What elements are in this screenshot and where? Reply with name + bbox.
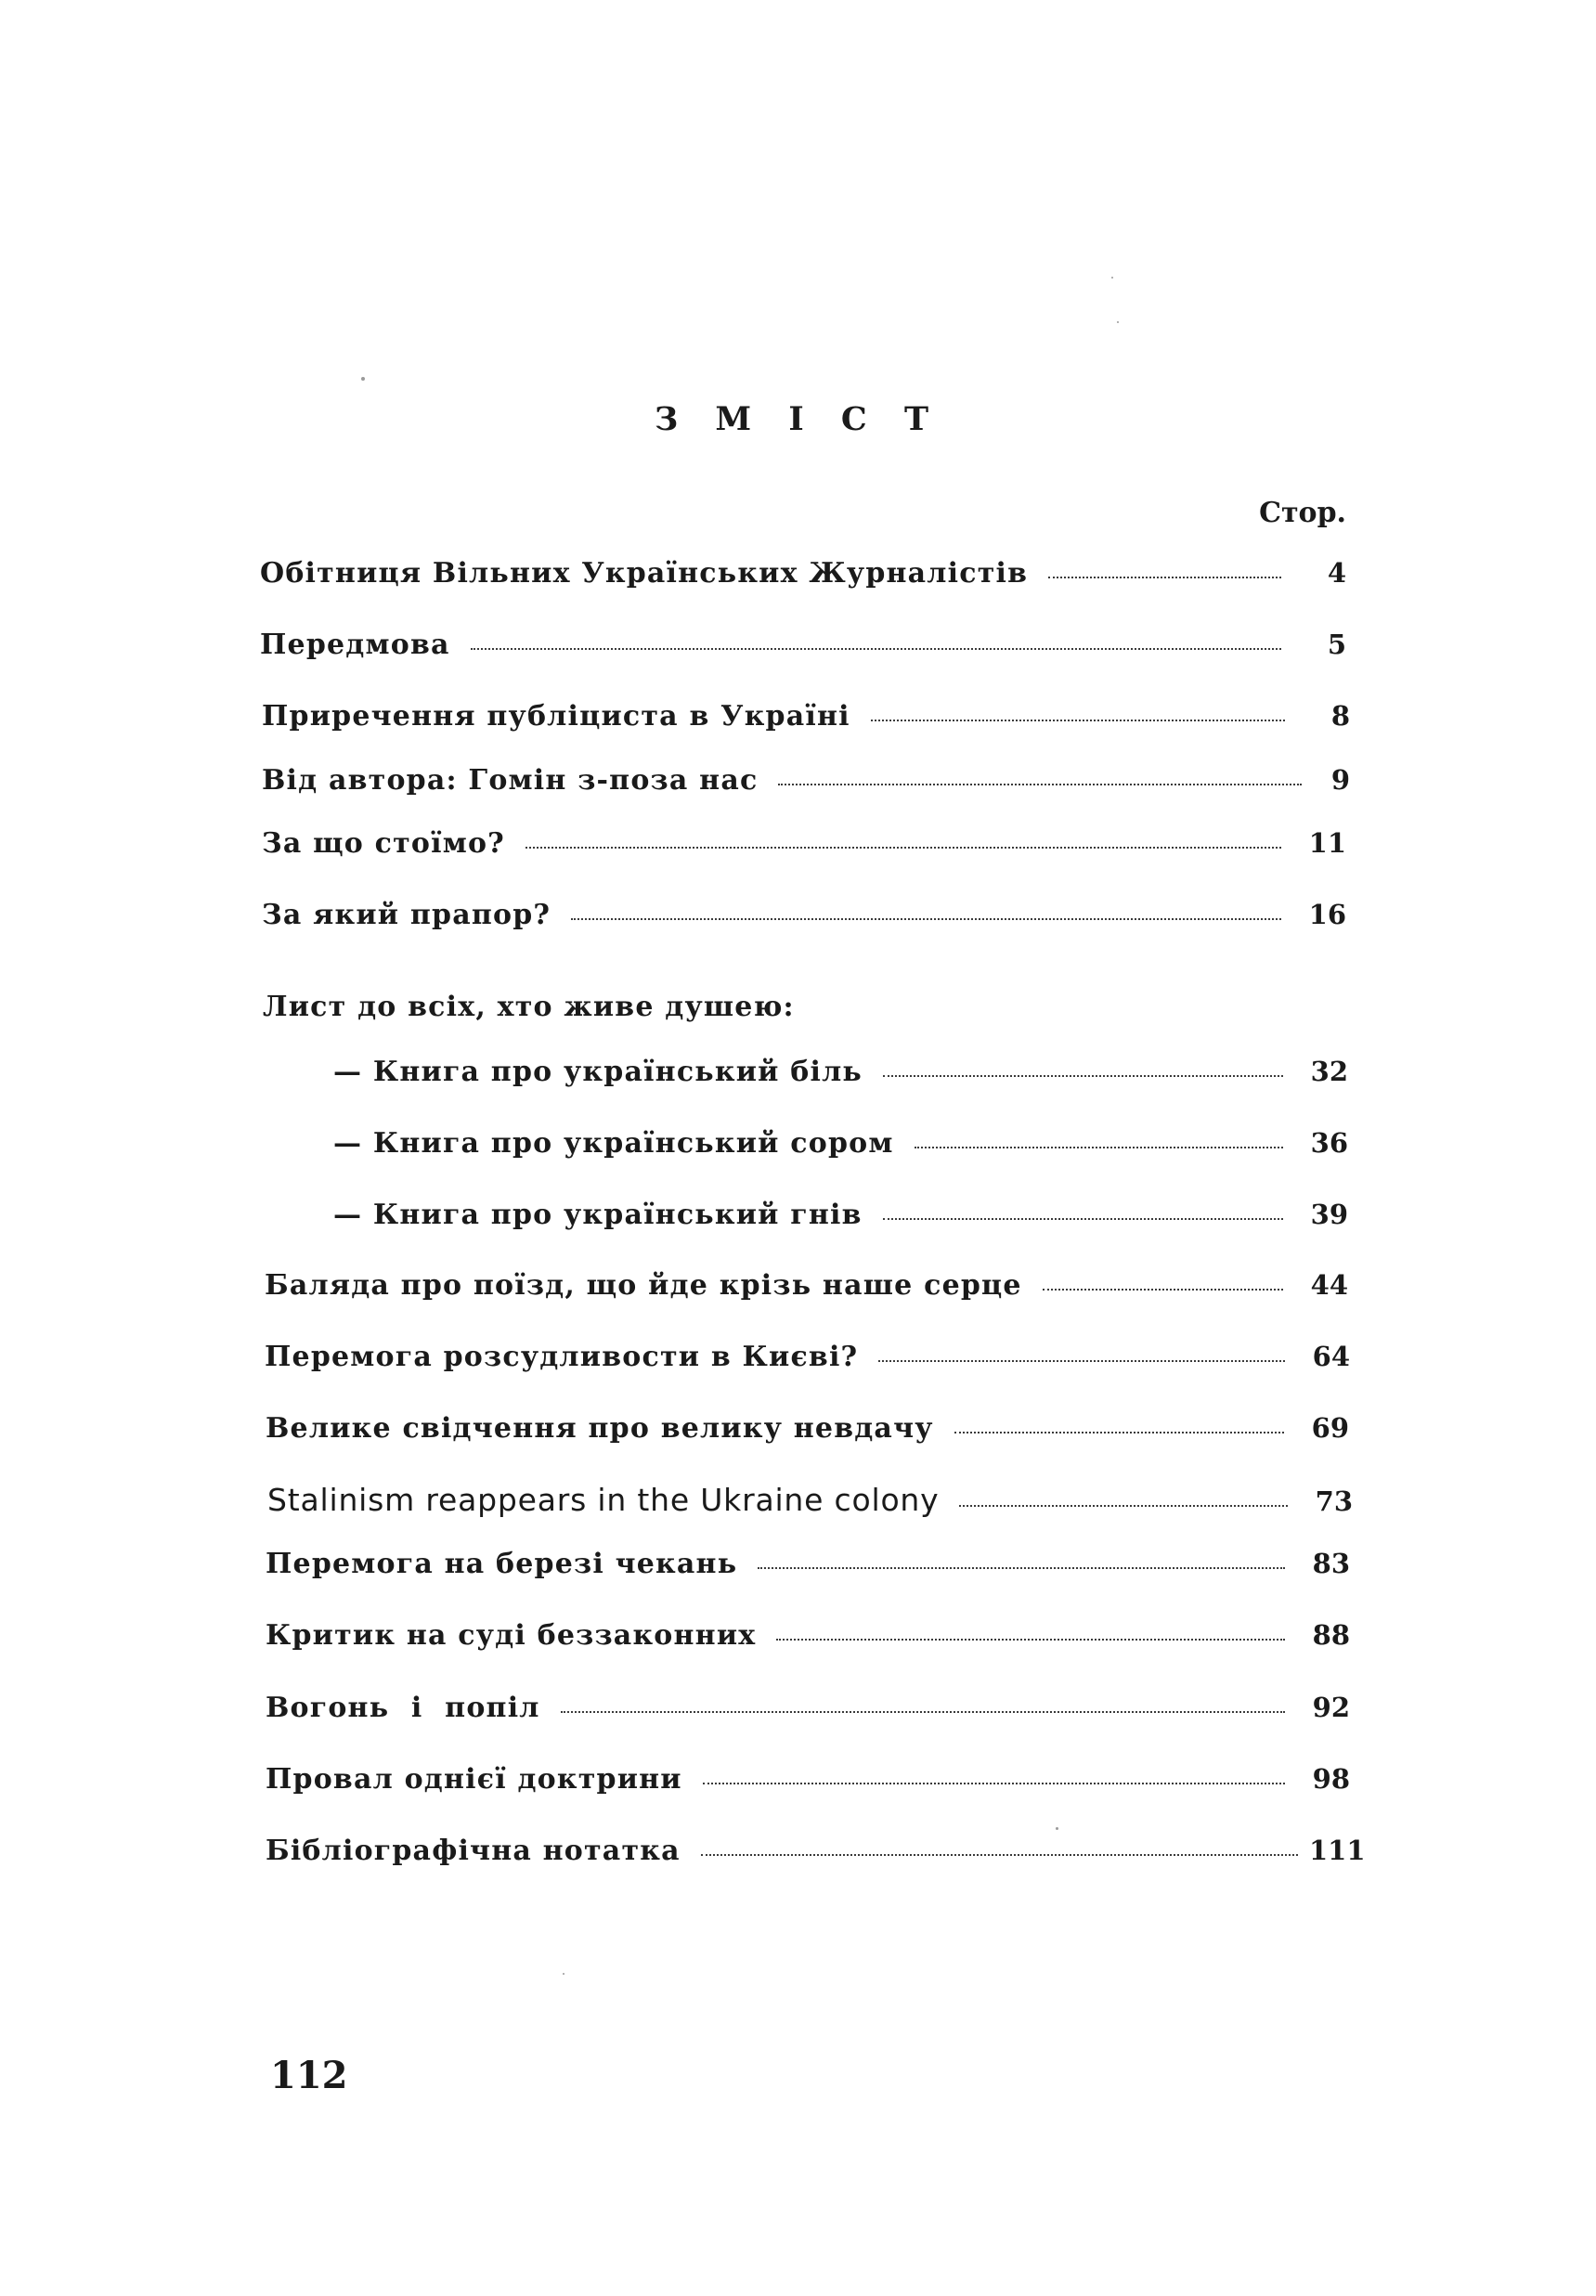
toc-entry <box>266 1409 1349 1446</box>
dot-leader <box>471 647 1281 650</box>
toc-entry-title: Перемога на березі чекань <box>266 1548 738 1580</box>
dot-leader <box>1043 1288 1283 1291</box>
toc-entry-title: Вогонь і попіл <box>266 1692 540 1724</box>
toc-entry <box>266 1545 1350 1582</box>
toc-entry <box>265 1338 1350 1375</box>
page-number: 112 <box>270 2054 348 2097</box>
toc-subentry <box>333 1196 1348 1233</box>
toc-entry-title: Обітниця Вільних Українських Журналістів <box>260 557 1029 590</box>
toc-entry-page: 73 <box>1315 1485 1353 1517</box>
dot-leader <box>561 1710 1285 1713</box>
dot-leader <box>571 917 1281 920</box>
dot-leader <box>778 783 1302 785</box>
dot-leader <box>883 1217 1283 1220</box>
toc-entry-page: 83 <box>1312 1548 1350 1579</box>
toc-entry-page: 5 <box>1327 629 1346 660</box>
toc-entry-title: Критик на суді беззаконних <box>266 1619 757 1652</box>
toc-entry-page: 16 <box>1308 899 1346 930</box>
toc-entry-title: Велике свідчення про велику невдачу <box>266 1412 934 1445</box>
dot-leader <box>878 1359 1285 1362</box>
toc-entry-page: 111 <box>1309 1835 1366 1866</box>
dot-leader <box>701 1853 1298 1856</box>
toc-entry-page: 92 <box>1312 1692 1350 1723</box>
toc-entry-page: 98 <box>1312 1763 1350 1795</box>
toc-entry-title: Передмова <box>260 629 450 661</box>
toc-entry <box>260 626 1346 663</box>
toc-entry-title: Баляда про поїзд, що йде крізь наше серце <box>265 1269 1022 1302</box>
scan-speck <box>361 377 365 381</box>
toc-entry-title: Приречення публіциста в Україні <box>262 700 850 733</box>
dot-leader <box>776 1638 1285 1641</box>
toc-entry <box>260 554 1346 591</box>
contents-title: З М І С Т <box>655 400 941 438</box>
toc-entry-title: — Книга про український біль <box>333 1056 863 1088</box>
toc-entry-title: Перемога розсудливости в Києві? <box>265 1341 859 1373</box>
toc-entry <box>262 697 1350 734</box>
toc-group-heading: Лист до всіх, хто живе душею: <box>263 991 795 1023</box>
toc-entry-page: 4 <box>1327 557 1346 589</box>
toc-entry <box>266 1689 1350 1726</box>
dot-leader <box>959 1504 1288 1507</box>
toc-entry-page: 32 <box>1310 1056 1348 1087</box>
toc-entry-page: 9 <box>1330 764 1350 796</box>
toc-entry-page: 44 <box>1310 1269 1348 1301</box>
toc-entry-title: Бібліографічна нотатка <box>266 1835 681 1867</box>
toc-entry-title: За який прапор? <box>262 899 551 931</box>
toc-entry <box>262 824 1346 862</box>
toc-entry-title: — Книга про український сором <box>333 1127 894 1160</box>
dot-leader <box>954 1431 1284 1433</box>
toc-subentry <box>333 1124 1348 1161</box>
toc-subentry <box>333 1053 1348 1090</box>
toc-entry-page: 8 <box>1330 700 1350 732</box>
toc-entry-title: За що стоїмо? <box>262 827 505 860</box>
toc-entry-page: 39 <box>1310 1199 1348 1230</box>
toc-entry <box>265 1266 1348 1304</box>
toc-entry-title: Від автора: Гомін з-поза нас <box>262 764 759 797</box>
dot-leader <box>1048 576 1281 578</box>
toc-entry-page: 36 <box>1310 1127 1348 1159</box>
toc-entry-page: 11 <box>1308 827 1346 859</box>
dot-leader <box>758 1566 1285 1569</box>
toc-entry <box>266 1616 1350 1654</box>
toc-entry <box>266 1832 1366 1869</box>
scan-speck <box>563 1973 564 1975</box>
dot-leader <box>871 719 1285 721</box>
toc-entry <box>262 896 1346 933</box>
toc-entry-page: 64 <box>1312 1341 1350 1372</box>
scan-speck <box>1111 277 1113 279</box>
toc-entry-page: 88 <box>1312 1619 1350 1651</box>
toc-entry <box>267 1482 1353 1519</box>
scan-speck <box>1117 321 1119 323</box>
toc-entry <box>262 761 1350 798</box>
dot-leader <box>703 1782 1285 1784</box>
toc-entry-title: Stalinism reappears in the Ukraine colony <box>267 1482 940 1518</box>
toc-entry <box>266 1760 1350 1797</box>
toc-entry-page: 69 <box>1311 1412 1349 1444</box>
scan-speck <box>1056 1827 1058 1830</box>
dot-leader <box>915 1146 1283 1148</box>
dot-leader <box>883 1074 1283 1077</box>
toc-entry-title: Провал однієї доктрини <box>266 1763 682 1796</box>
page-column-label: Стор. <box>1259 497 1346 529</box>
dot-leader <box>526 846 1281 849</box>
toc-entry-title: — Книга про український гнів <box>333 1199 863 1231</box>
